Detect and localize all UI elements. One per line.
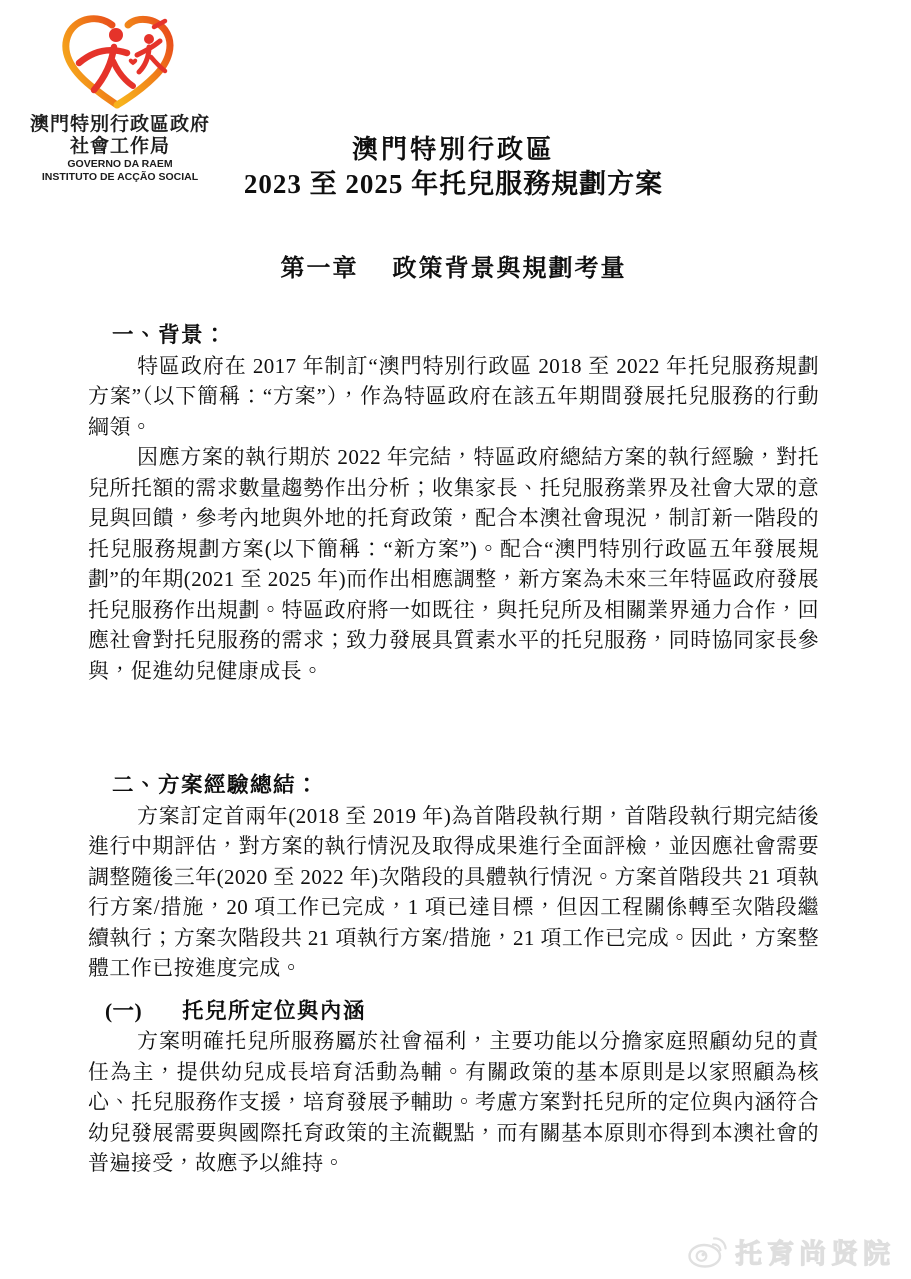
heart-logo-icon (56, 12, 184, 112)
document-body (88, 320, 819, 1179)
section-heading-2: 二、方案經驗總結： (112, 773, 320, 797)
subsection-title: 托兒所定位與內涵 (182, 998, 367, 1023)
watermark-label: 托育尚贤院 (735, 1239, 895, 1269)
org-name-chinese-line2: 社會工作局 (69, 136, 170, 157)
paragraph: 特區政府在 2017 年制訂“澳門特別行政區 2018 至 2022 年托兒服務規劃方案”（以下簡稱：“方案”），作為特區政府在該五年期間發展托兒服務的行動綱領。 (88, 353, 819, 439)
subsection-heading-1 (88, 996, 819, 1027)
org-name-portuguese-line1: GOVERNO DA RAEM (67, 158, 173, 170)
org-name-portuguese-line2: INSTITUTO DE ACÇÃO SOCIAL (41, 170, 199, 183)
paragraph: 因應方案的執行期於 2022 年完結，特區政府總結方案的執行經驗，對托兒所托額的需求數量趨勢作出分析；收集家長、托兒服務業界及社會大眾的意見與回饋，參考內地與外地的托育政策，配合本澳社會現況，制訂新一階段的托兒服務規劃方案(以下簡稱：“新方案”)。配合“澳門特別行政區五年發展規劃”的年期(2021 至 2025 年)而作出相應調整，新方案為未來三年特區政府發展托兒服務作出規劃。特區政府將一如既往，與托兒所及相關業界通力合作，回應社會對托兒服務的需求；致力發展具質素水平的托兒服務，同時協同家長參與，促進幼兒健康成長。 (88, 445, 819, 683)
document-title-block (88, 133, 819, 283)
chapter-heading: 第一章 政策背景與規劃考量 (280, 256, 627, 282)
section-heading-1: 一、背景： (112, 323, 228, 347)
weibo-icon (686, 1234, 728, 1270)
watermark (686, 1232, 895, 1271)
subsection-number: (一) (105, 998, 143, 1023)
document-title-line1: 澳門特別行政區 (351, 135, 555, 164)
document-title-line2: 2023 至 2025 年托兒服務規劃方案 (243, 169, 664, 199)
paragraph: 方案訂定首兩年(2018 至 2019 年)為首階段執行期，首階段執行期完結後進行中期評估，對方案的執行情況及取得成果進行全面評檢，並因應社會需要調整隨後三年(2020 至 2022 年)次階段的具體執行情況。方案首階段共 21 項執行方案/措施，20 項工作已完成，1 項已達目標，但因工程關係轉至次階段繼續執行；方案次階段共 21 項執行方案/措施，21 項工作已完成。因此，方案整體工作已按進度完成。 (88, 803, 819, 980)
org-name-chinese-line1: 澳門特別行政區政府 (29, 114, 210, 135)
paragraph: 方案明確托兒所服務屬於社會福利，主要功能以分擔家庭照顧幼兒的責任為主，提供幼兒成長培育活動為輔。有關政策的基本原則是以家照顧為核心、托兒服務作支援，培育發展予輔助。考慮方案對托兒所的定位與內涵符合幼兒發展需要與國際托育政策的主流觀點，而有關基本原則亦得到本澳社會的普遍接受，故應予以維持。 (88, 1029, 819, 1175)
